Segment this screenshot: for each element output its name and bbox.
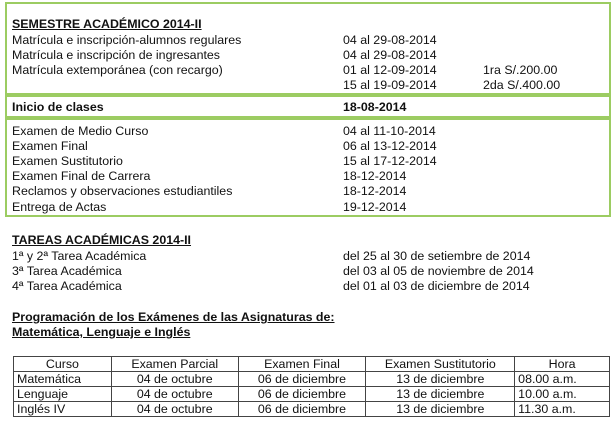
exam-dates: 18-12-2014: [343, 169, 407, 183]
late-fee-note: 1ra S/.200.00: [483, 63, 558, 77]
schedule-subtitle: Matemática, Lenguaje e Inglés: [12, 325, 191, 339]
column-header: Examen Sustitutorio: [366, 357, 515, 372]
exam-dates: 06 al 13-12-2014: [343, 139, 437, 153]
task-label: 1ª y 2ª Tarea Académica: [12, 249, 147, 263]
table-cell: 13 de diciembre: [366, 402, 515, 417]
exam-label: Entrega de Actas: [12, 200, 107, 214]
exam-schedule-table: [13, 356, 610, 417]
exam-dates: 15 al 17-12-2014: [343, 154, 437, 168]
column-header: Examen Parcial: [111, 357, 238, 372]
enrollment-dates: 04 al 29-08-2014: [343, 33, 437, 47]
table-cell: 06 de diciembre: [238, 402, 366, 417]
course-cell: Matemática: [14, 372, 112, 387]
table-header-row: [14, 357, 610, 372]
exam-label: Examen Final de Carrera: [12, 169, 151, 183]
exam-dates: 04 al 11-10-2014: [343, 124, 436, 138]
enrollment-label: Matrícula extemporánea (con recargo): [12, 63, 223, 77]
table-cell: 04 de octubre: [111, 372, 238, 387]
table-cell: 04 de octubre: [111, 387, 238, 402]
task-label: 4ª Tarea Académica: [12, 279, 122, 293]
table-row: [14, 372, 610, 387]
class-start-label: Inicio de clases: [12, 100, 104, 114]
column-header: Hora: [515, 357, 610, 372]
exam-label: Examen Final: [12, 139, 88, 153]
exam-label: Examen Sustitutorio: [12, 154, 123, 168]
tasks-title: TAREAS ACADÉMICAS 2014-II: [12, 233, 192, 247]
enrollment-dates: 01 al 12-09-2014: [343, 63, 437, 77]
table-cell: 06 de diciembre: [238, 372, 366, 387]
column-header: Curso: [14, 357, 112, 372]
task-label: 3ª Tarea Académica: [12, 264, 122, 278]
time-cell: 08.00 a.m.: [515, 372, 610, 387]
task-dates: del 01 al 03 de diciembre de 2014: [343, 279, 530, 293]
table-cell: 06 de diciembre: [238, 387, 366, 402]
exam-label: Examen de Medio Curso: [12, 124, 149, 138]
exam-dates: 18-12-2014: [343, 184, 407, 198]
table-row: [14, 402, 610, 417]
exam-dates: 19-12-2014: [343, 200, 407, 214]
table-cell: 04 de octubre: [111, 402, 238, 417]
task-dates: del 03 al 05 de noviembre de 2014: [343, 264, 534, 278]
task-dates: del 25 al 30 de setiembre de 2014: [343, 249, 531, 263]
schedule-title: Programación de los Exámenes de las Asignaturas de:: [12, 310, 335, 324]
course-cell: Lenguaje: [14, 387, 112, 402]
column-header: Examen Final: [238, 357, 366, 372]
table-cell: 13 de diciembre: [366, 387, 515, 402]
enrollment-label: Matrícula e inscripción-alumnos regulares: [12, 33, 242, 47]
time-cell: 10.00 a.m.: [515, 387, 610, 402]
class-start-date: 18-08-2014: [343, 100, 407, 114]
table-row: [14, 387, 610, 402]
semester-title: SEMESTRE ACADÉMICO 2014-II: [12, 17, 202, 31]
exam-label: Reclamos y observaciones estudiantiles: [12, 184, 233, 198]
table-cell: 13 de diciembre: [366, 372, 515, 387]
course-cell: Inglés IV: [14, 402, 112, 417]
late-fee-note: 2da S/.400.00: [483, 78, 561, 92]
enrollment-dates: 15 al 19-09-2014: [343, 78, 437, 92]
enrollment-dates: 04 al 29-08-2014: [343, 48, 437, 62]
enrollment-label: Matrícula e inscripción de ingresantes: [12, 48, 220, 62]
time-cell: 11.30 a.m.: [515, 402, 610, 417]
